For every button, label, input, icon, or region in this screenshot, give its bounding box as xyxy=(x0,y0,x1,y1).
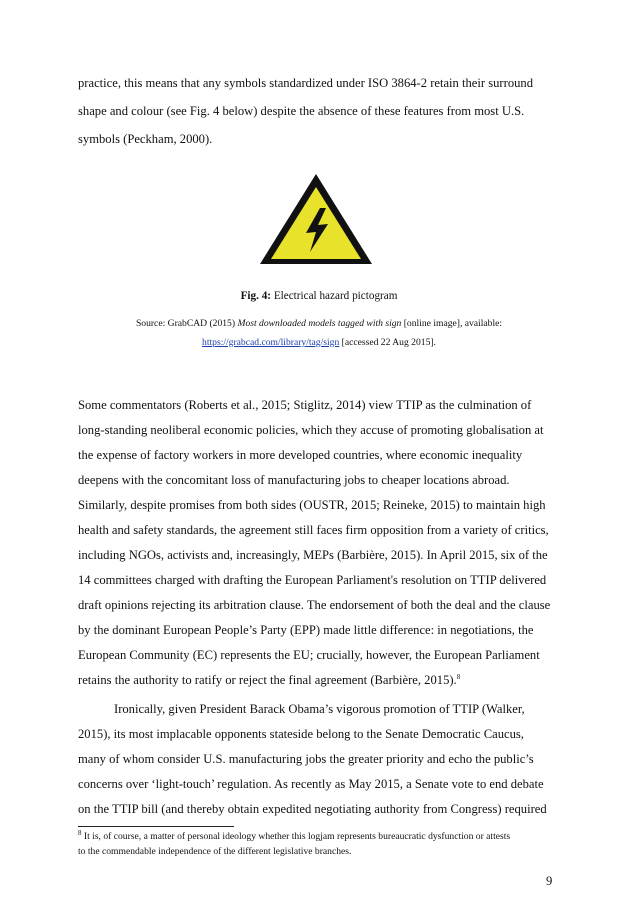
footnote-reference[interactable]: 8 xyxy=(456,672,461,681)
body-text-line: draft opinions rejecting its arbitration clause. The endorsement of both the deal and the clause xyxy=(78,598,551,612)
body-text-line: Some commentators (Roberts et al., 2015; Stiglitz, 2014) view TTIP as the culmination of xyxy=(78,398,532,412)
figure-label: Fig. 4: xyxy=(240,290,272,302)
body-text-line: Ironically, given President Barack Obama’s vigorous promotion of TTIP (Walker, xyxy=(114,702,525,716)
body-text-last: retains the authority to ratify or reject the final agreement (Barbière, 2015). xyxy=(78,673,457,687)
body-text-line: 14 committees charged with drafting the European Parliament's resolution on TTIP delivered xyxy=(78,573,547,587)
footnote-mark: 8 xyxy=(78,828,82,837)
body-text-line: European Community (EC) represents the EU; crucially, however, the European Parliament xyxy=(78,648,540,662)
figure-source xyxy=(0,318,638,329)
body-text-line: health and safety standards, the agreement still faces firm opposition from a variety of critics, xyxy=(78,523,549,537)
body-text-line: deepens with the concomitant loss of manufacturing jobs to cheaper locations abroad. xyxy=(78,473,510,487)
body-text-line: 2015), its most implacable opponents stateside belong to the Senate Democratic Caucus, xyxy=(78,727,524,741)
figure-caption-text: Electrical hazard pictogram xyxy=(271,290,398,302)
source-link[interactable]: https://grabcad.com/library/tag/sign xyxy=(202,337,340,348)
figure-source-url-line xyxy=(0,337,638,348)
body-text-line: long-standing neoliberal economic policies, which they accuse of promoting globalisation at xyxy=(78,423,544,437)
page-number: 9 xyxy=(546,874,553,888)
source-prefix: Source: GrabCAD (2015) xyxy=(135,318,238,329)
footnote-line: to the commendable independence of the different legislative branches. xyxy=(78,846,352,857)
source-accessed: [accessed 22 Aug 2015]. xyxy=(339,337,436,348)
body-text-line: on the TTIP bill (and thereby obtain expedited negotiating authority from Congress) required xyxy=(78,802,547,816)
body-text-line: by the dominant European People’s Party (EPP) made little difference: in negotiations, the xyxy=(78,623,534,637)
electrical-hazard-icon xyxy=(256,170,376,268)
footnote-text: It is, of course, a matter of personal ideology whether this logjam represents bureaucratic dysfunction or attests xyxy=(81,831,511,842)
figure-caption xyxy=(0,290,638,302)
body-text-line: symbols (Peckham, 2000). xyxy=(78,132,213,146)
body-text-line: the expense of factory workers in more developed countries, where economic inequality xyxy=(78,448,523,462)
body-text-line: many of whom consider U.S. manufacturing jobs the greater priority and echo the public’s xyxy=(78,752,534,766)
body-text-line: practice, this means that any symbols standardized under ISO 3864-2 retain their surround xyxy=(78,76,534,90)
body-text-line: including NGOs, activists and, increasingly, MEPs (Barbière, 2015). In April 2015, six of the xyxy=(78,548,548,562)
source-title: Most downloaded models tagged with sign xyxy=(237,318,402,329)
body-text-line: shape and colour (see Fig. 4 below) despite the absence of these features from most U.S. xyxy=(78,104,525,118)
footnote-line xyxy=(78,828,511,842)
body-text-line xyxy=(78,673,460,688)
footnote-divider xyxy=(78,826,234,827)
body-text-line: Similarly, despite promises from both sides (OUSTR, 2015; Reineke, 2015) to maintain high xyxy=(78,498,546,512)
body-text-line: concerns over ‘light-touch’ regulation. As recently as May 2015, a Senate vote to end debate xyxy=(78,777,544,791)
source-suffix: [online image], available: xyxy=(401,318,503,329)
